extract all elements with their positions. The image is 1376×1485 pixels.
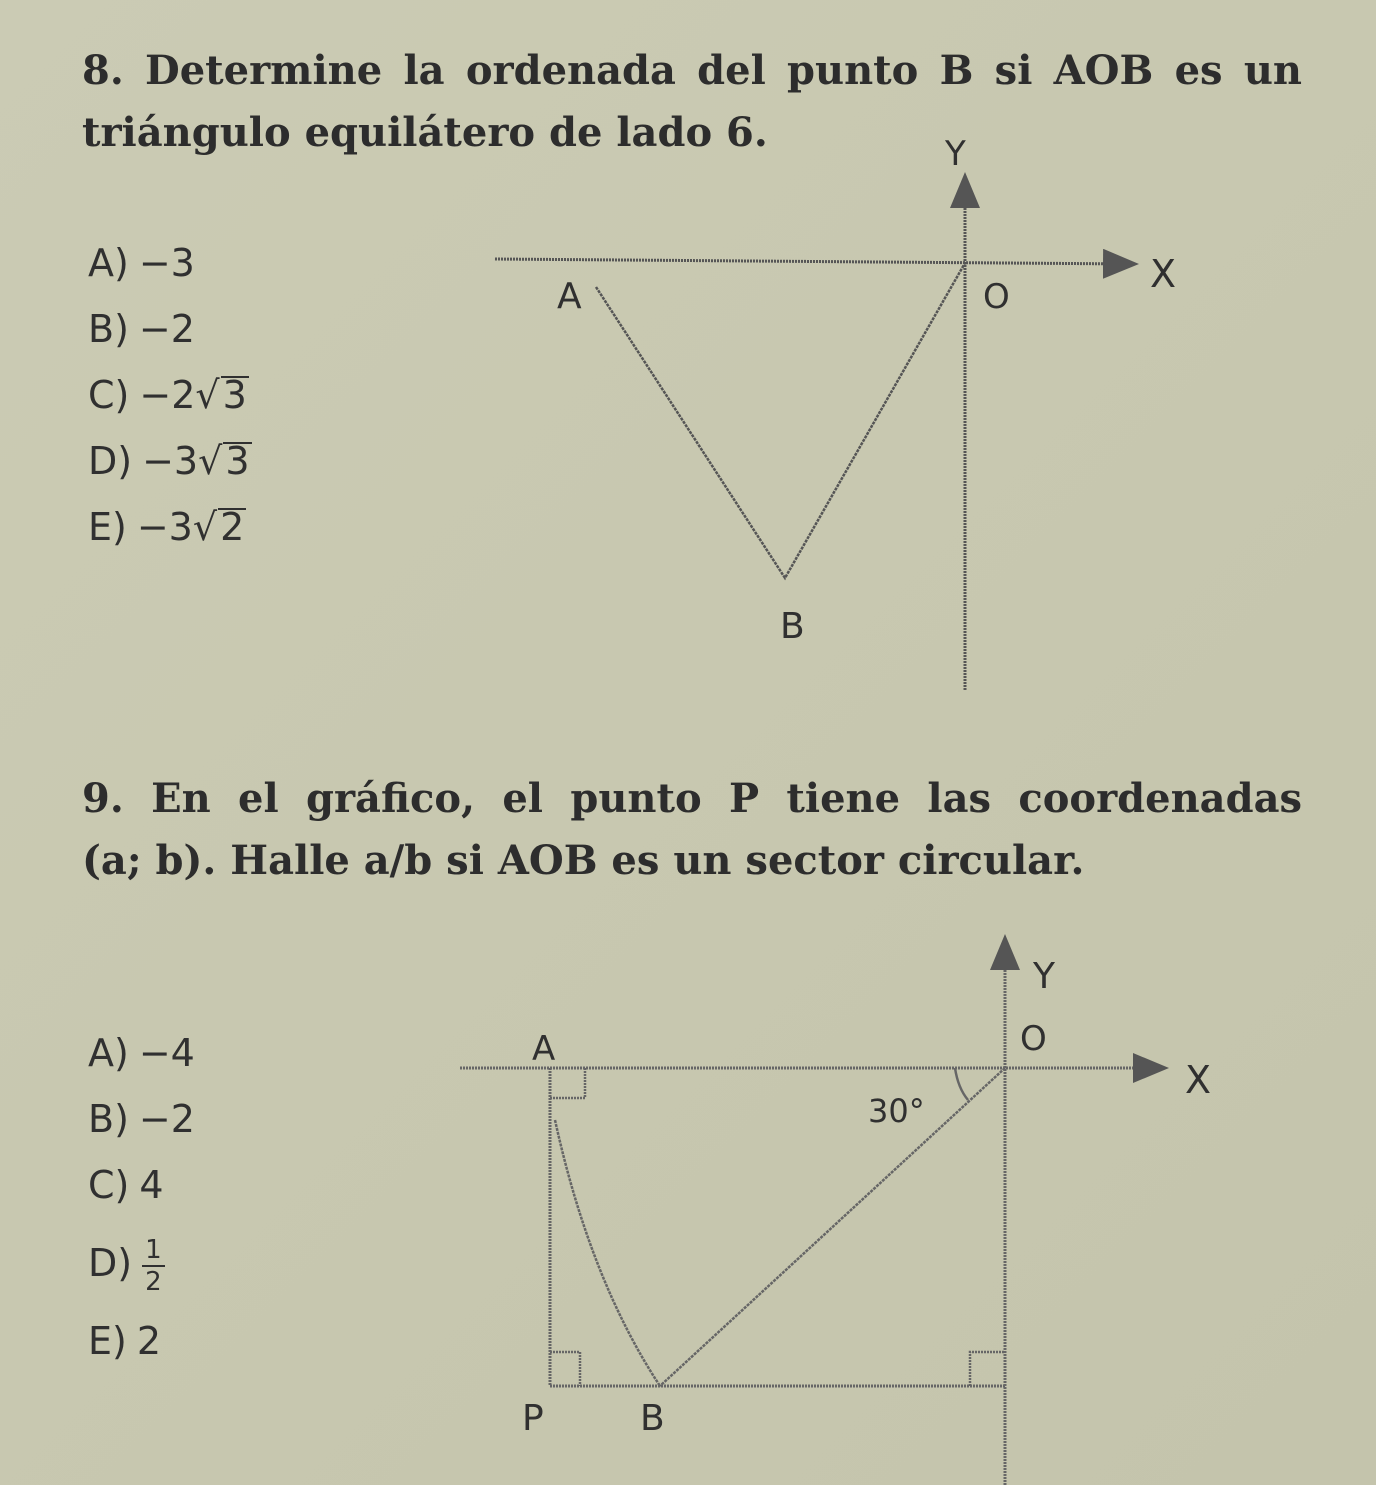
q9-option-c[interactable]: C) 4 xyxy=(88,1163,164,1207)
y-axis-label: Y xyxy=(1033,956,1055,997)
right-angle-a xyxy=(550,1068,585,1098)
q8-option-e[interactable]: E) −3√2 xyxy=(88,494,252,560)
angle-arc xyxy=(955,1068,968,1100)
angle-label: 30° xyxy=(868,1092,925,1130)
right-angle-corner xyxy=(970,1352,1005,1386)
question-9-line-2: (a; b). Halle a/b si AOB es un sector circular. xyxy=(82,837,1085,884)
sqrt-symbol: √3 xyxy=(198,439,250,483)
x-axis-label: X xyxy=(1185,1058,1212,1102)
triangle-sides xyxy=(596,263,965,578)
y-axis-label: Y xyxy=(945,134,966,174)
question-9-line-1: 9. En el gráfico, el punto P tiene las coordenadas xyxy=(82,775,1302,822)
x-axis xyxy=(495,259,1133,264)
point-b-label: B xyxy=(780,606,805,647)
q8-option-b[interactable]: B) −2 xyxy=(88,307,195,351)
q9-option-e[interactable]: E) 2 xyxy=(88,1319,162,1363)
figure-q8 xyxy=(495,134,1176,690)
q8-option-c[interactable]: C) −2√3 xyxy=(88,362,252,428)
x-axis-label: X xyxy=(1150,252,1177,296)
q9-option-d[interactable]: D) $\frac{1}{2}$ xyxy=(88,1218,195,1308)
point-o-label: O xyxy=(983,277,1010,317)
point-a-label: A xyxy=(532,1029,556,1069)
point-p-label: P xyxy=(522,1398,544,1439)
fraction: $\frac{1}{2}$ xyxy=(142,1235,165,1297)
point-a-label: A xyxy=(557,276,582,317)
point-b-label: B xyxy=(640,1398,665,1439)
q9-option-a[interactable]: A) −4 xyxy=(88,1031,195,1075)
question-8-line-1: 8. Determine la ordenada del punto B si AOB es un xyxy=(82,47,1302,94)
right-angle-p xyxy=(550,1352,580,1386)
radius-ob xyxy=(660,1068,1005,1386)
q8-option-a[interactable]: A) −3 xyxy=(88,241,195,285)
figure-q9 xyxy=(460,940,1211,1485)
point-o-label: O xyxy=(1020,1019,1047,1059)
question-8-line-2: triángulo equilátero de lado 6. xyxy=(82,109,768,156)
q8-option-d[interactable]: D) −3√3 xyxy=(88,428,252,494)
q9-option-b[interactable]: B) −2 xyxy=(88,1097,195,1141)
sqrt-symbol: √2 xyxy=(192,505,245,549)
sqrt-symbol: √3 xyxy=(195,373,247,417)
arc-ab xyxy=(555,1120,660,1386)
